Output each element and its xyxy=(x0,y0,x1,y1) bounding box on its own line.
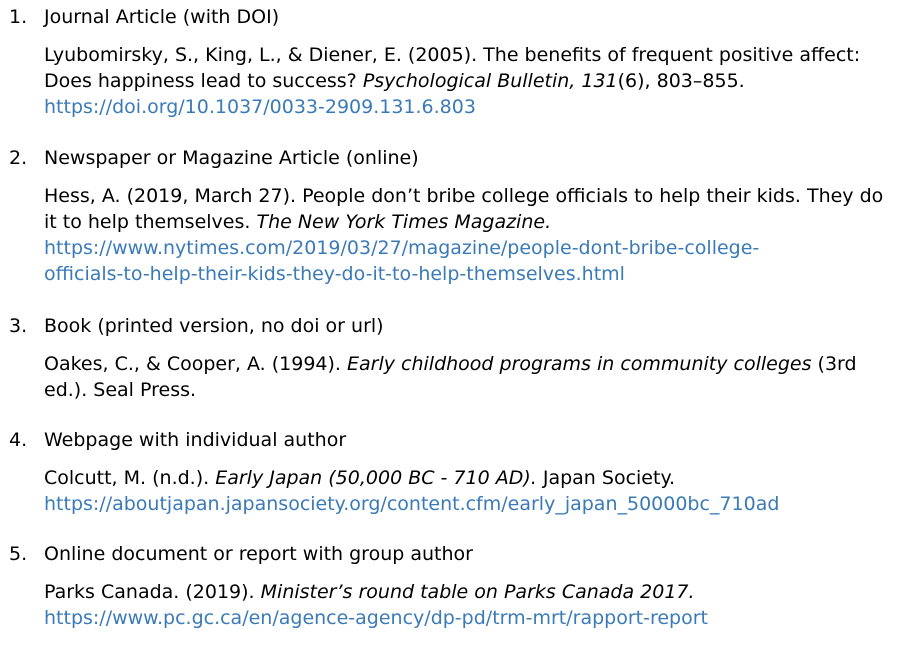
authors-year: Colcutt, M. (n.d.). xyxy=(44,467,210,489)
source-name: The New York Times Magazine. xyxy=(256,211,552,233)
reference-entry-5 xyxy=(0,541,914,631)
authors-year: Parks Canada. (2019). xyxy=(44,581,255,603)
citation-line xyxy=(44,209,907,235)
citation-line xyxy=(44,465,907,491)
book-title: Early childhood programs in community colleges xyxy=(347,353,812,375)
entry-type-title: Online document or report with group author xyxy=(44,543,473,565)
citation xyxy=(44,579,907,631)
document-title: Minister’s round table on Parks Canada 2017. xyxy=(260,581,695,603)
page-title: Early Japan (50,000 BC - 710 AD). xyxy=(215,467,537,489)
entry-number: 5. xyxy=(9,543,28,565)
citation-line: Hess, A. (2019, March 27). People don’t bribe college officials to help their kids. They do xyxy=(44,185,884,207)
authors-year: Oakes, C., & Cooper, A. (1994). xyxy=(44,353,341,375)
citation xyxy=(44,42,907,120)
url-link[interactable] xyxy=(44,235,907,287)
entry-number: 3. xyxy=(9,315,28,337)
article-title-cont: it to help themselves. xyxy=(44,211,251,233)
issue-pages: (6), 803–855. xyxy=(617,70,745,92)
citation-line xyxy=(44,579,907,605)
reference-entry-2 xyxy=(0,145,914,287)
entry-number: 4. xyxy=(9,429,28,451)
entry-heading xyxy=(0,427,914,453)
citation xyxy=(44,183,907,287)
entry-type-title: Book (printed version, no doi or url) xyxy=(44,315,384,337)
entry-heading xyxy=(0,313,914,339)
article-title-cont: Does happiness lead to success? xyxy=(44,70,357,92)
edition: (3rd xyxy=(817,353,857,375)
publisher: Japan Society. xyxy=(542,467,676,489)
url-line-1[interactable]: https://www.nytimes.com/2019/03/27/magazine/people-dont-bribe-college- xyxy=(44,237,760,259)
citation-line: Lyubomirsky, S., King, L., & Diener, E. (2005). The benefits of frequent positive affect: xyxy=(44,44,861,66)
citation xyxy=(44,465,907,517)
reference-entry-3 xyxy=(0,313,914,403)
journal-name: Psychological Bulletin, 131 xyxy=(362,70,618,92)
entry-type-title: Webpage with individual author xyxy=(44,429,347,451)
entry-number: 2. xyxy=(9,147,28,169)
citation-line xyxy=(44,351,907,377)
citation-line: ed.). Seal Press. xyxy=(44,379,197,401)
reference-entry-1 xyxy=(0,4,914,120)
citation xyxy=(44,351,907,403)
citation-line xyxy=(44,68,907,94)
url-link[interactable]: https://www.pc.gc.ca/en/agence-agency/dp-pd/trm-mrt/rapport-report xyxy=(44,607,708,629)
entry-heading xyxy=(0,541,914,567)
entry-heading xyxy=(0,145,914,171)
entry-heading xyxy=(0,4,914,30)
entry-type-title: Newspaper or Magazine Article (online) xyxy=(44,147,419,169)
doi-link[interactable]: https://doi.org/10.1037/0033-2909.131.6.803 xyxy=(44,96,476,118)
entry-number: 1. xyxy=(9,6,28,28)
entry-type-title: Journal Article (with DOI) xyxy=(44,6,280,28)
url-link[interactable]: https://aboutjapan.japansociety.org/content.cfm/early_japan_50000bc_710ad xyxy=(44,493,780,515)
url-line-2[interactable]: officials-to-help-their-kids-they-do-it-to-help-themselves.html xyxy=(44,263,625,285)
reference-entry-4 xyxy=(0,427,914,517)
